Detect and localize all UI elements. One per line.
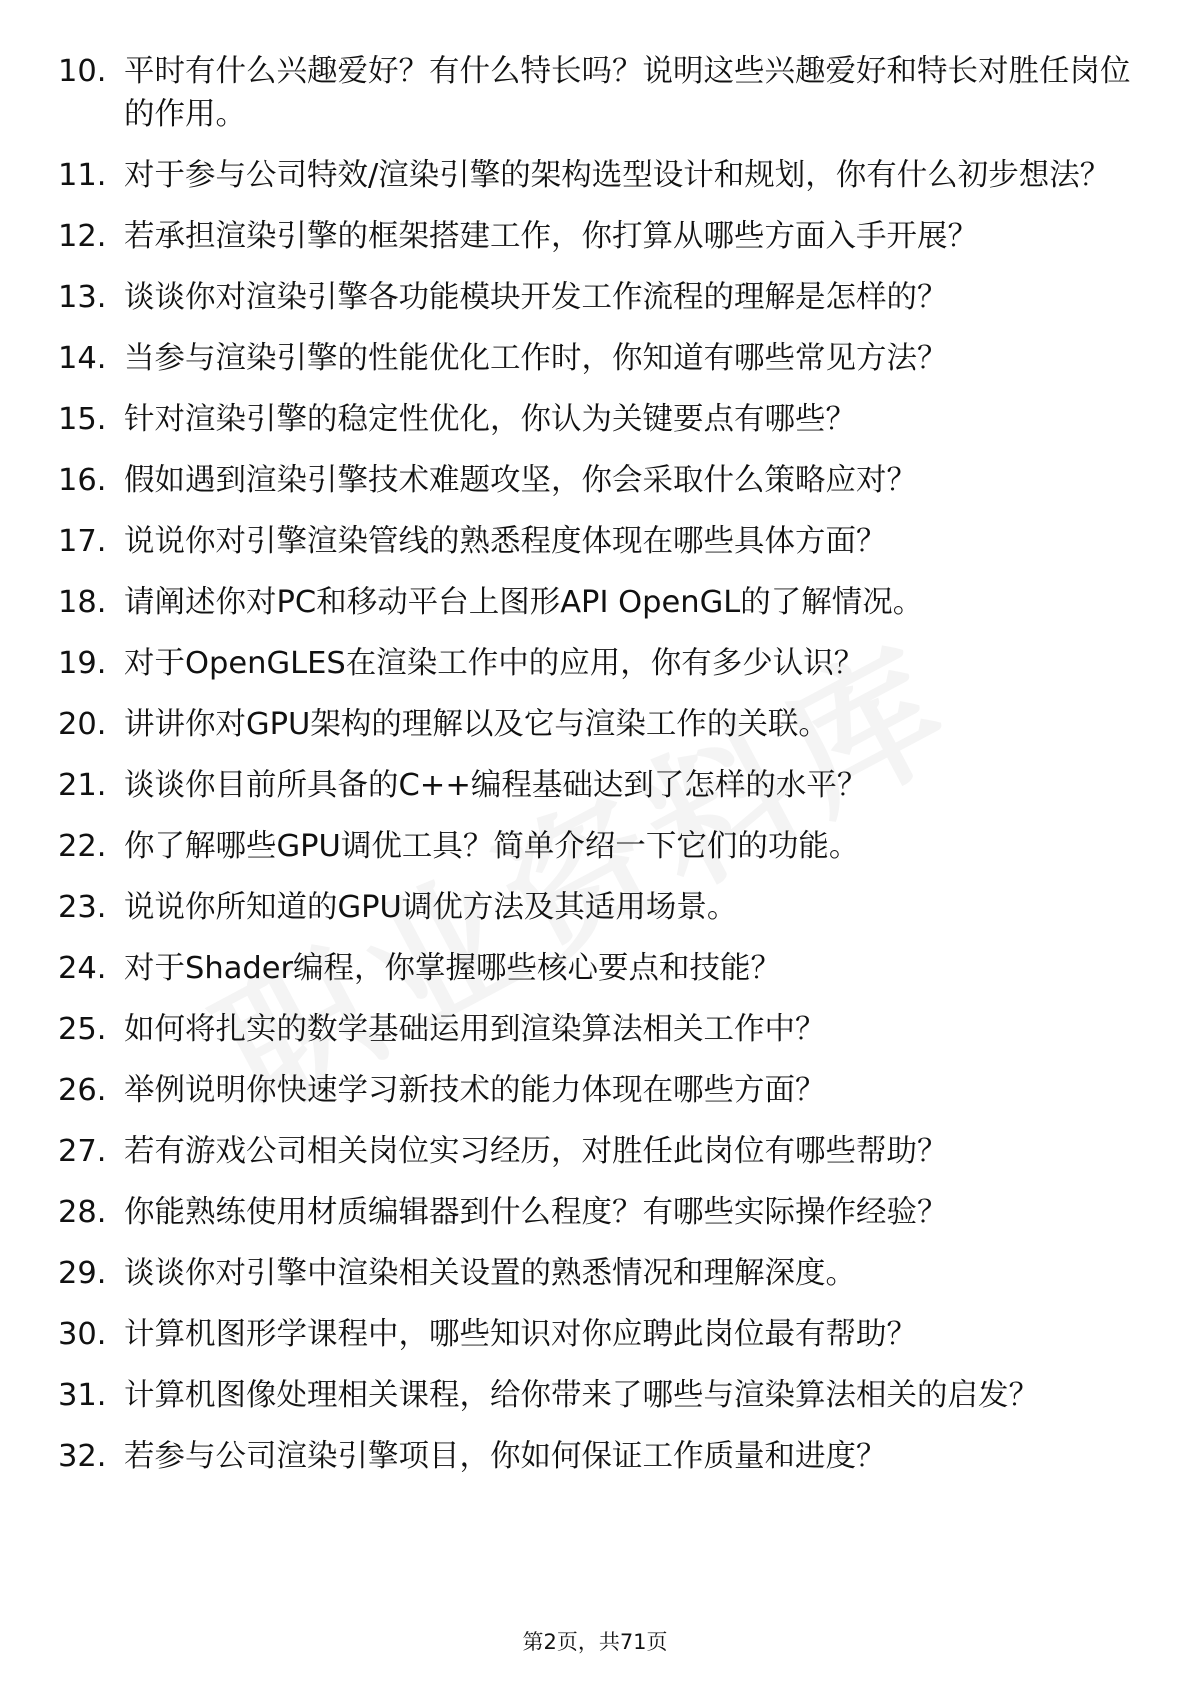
- question-text: 若参与公司渲染引擎项目，你如何保证工作质量和进度？: [124, 1439, 887, 1474]
- question-item: [58, 1130, 1138, 1173]
- question-item: [58, 764, 1138, 807]
- question-text: 说说你所知道的GPU调优方法及其适用场景。: [124, 890, 738, 925]
- question-number: 12.: [58, 219, 107, 254]
- question-text: 针对渲染引擎的稳定性优化，你认为关键要点有哪些？: [124, 402, 856, 437]
- question-text: 假如遇到渲染引擎技术难题攻坚，你会采取什么策略应对？: [124, 463, 917, 498]
- question-number: 10.: [58, 54, 107, 89]
- question-item: [58, 398, 1138, 441]
- question-item: [58, 886, 1138, 929]
- question-number: 14.: [58, 341, 107, 376]
- question-number: 17.: [58, 524, 107, 559]
- question-item: [58, 581, 1138, 624]
- question-number: 29.: [58, 1256, 107, 1291]
- question-item: [58, 1069, 1138, 1112]
- question-number: 32.: [58, 1439, 107, 1474]
- question-text: 你了解哪些GPU调优工具？简单介绍一下它们的功能。: [124, 829, 860, 864]
- question-text: 谈谈你对引擎中渲染相关设置的熟悉情况和理解深度。: [124, 1256, 856, 1291]
- question-number: 28.: [58, 1195, 107, 1230]
- question-number: 19.: [58, 646, 107, 681]
- question-item: [58, 1313, 1138, 1356]
- question-item: [58, 337, 1138, 380]
- question-number: 21.: [58, 768, 107, 803]
- question-text: 举例说明你快速学习新技术的能力体现在哪些方面？: [124, 1073, 826, 1108]
- question-number: 23.: [58, 890, 107, 925]
- question-number: 24.: [58, 951, 107, 986]
- question-number: 30.: [58, 1317, 107, 1352]
- question-item: [58, 1008, 1138, 1051]
- question-text: 对于Shader编程，你掌握哪些核心要点和技能？: [124, 951, 782, 986]
- question-item: [58, 947, 1138, 990]
- question-item: [58, 276, 1138, 319]
- question-text: 谈谈你对渲染引擎各功能模块开发工作流程的理解是怎样的？: [124, 280, 948, 315]
- question-text: 平时有什么兴趣爱好？有什么特长吗？说明这些兴趣爱好和特长对胜任岗位的作用。: [124, 54, 1131, 132]
- question-list: [58, 50, 1138, 1496]
- question-item: [58, 1435, 1138, 1478]
- question-item: [58, 703, 1138, 746]
- question-item: [58, 642, 1138, 685]
- question-number: 18.: [58, 585, 107, 620]
- question-text: 计算机图像处理相关课程，给你带来了哪些与渲染算法相关的启发？: [124, 1378, 1039, 1413]
- question-text: 若有游戏公司相关岗位实习经历，对胜任此岗位有哪些帮助？: [124, 1134, 948, 1169]
- question-text: 对于OpenGLES在渲染工作中的应用，你有多少认识？: [124, 646, 865, 681]
- question-item: [58, 1252, 1138, 1295]
- question-text: 当参与渲染引擎的性能优化工作时，你知道有哪些常见方法？: [124, 341, 948, 376]
- question-text: 对于参与公司特效/渲染引擎的架构选型设计和规划，你有什么初步想法？: [124, 158, 1111, 193]
- question-number: 16.: [58, 463, 107, 498]
- page-footer: 第2页，共71页: [522, 1630, 668, 1654]
- question-text: 若承担渲染引擎的框架搭建工作，你打算从哪些方面入手开展？: [124, 219, 978, 254]
- question-number: 22.: [58, 829, 107, 864]
- question-text: 讲讲你对GPU架构的理解以及它与渲染工作的关联。: [124, 707, 829, 742]
- question-item: [58, 1191, 1138, 1234]
- question-item: [58, 1374, 1138, 1417]
- question-number: 25.: [58, 1012, 107, 1047]
- question-number: 20.: [58, 707, 107, 742]
- question-number: 15.: [58, 402, 107, 437]
- question-item: [58, 154, 1138, 197]
- question-text: 请阐述你对PC和移动平台上图形API OpenGL的了解情况。: [124, 585, 924, 620]
- question-text: 说说你对引擎渲染管线的熟悉程度体现在哪些具体方面？: [124, 524, 887, 559]
- question-item: [58, 459, 1138, 502]
- question-text: 如何将扎实的数学基础运用到渲染算法相关工作中？: [124, 1012, 826, 1047]
- question-item: [58, 520, 1138, 563]
- question-text: 谈谈你目前所具备的C++编程基础达到了怎样的水平？: [124, 768, 868, 803]
- question-number: 26.: [58, 1073, 107, 1108]
- question-number: 31.: [58, 1378, 107, 1413]
- question-number: 13.: [58, 280, 107, 315]
- question-number: 27.: [58, 1134, 107, 1169]
- question-item: [58, 215, 1138, 258]
- question-number: 11.: [58, 158, 107, 193]
- question-item: [58, 825, 1138, 868]
- question-text: 计算机图形学课程中，哪些知识对你应聘此岗位最有帮助？: [124, 1317, 917, 1352]
- question-text: 你能熟练使用材质编辑器到什么程度？有哪些实际操作经验？: [124, 1195, 948, 1230]
- question-item: [58, 50, 1138, 136]
